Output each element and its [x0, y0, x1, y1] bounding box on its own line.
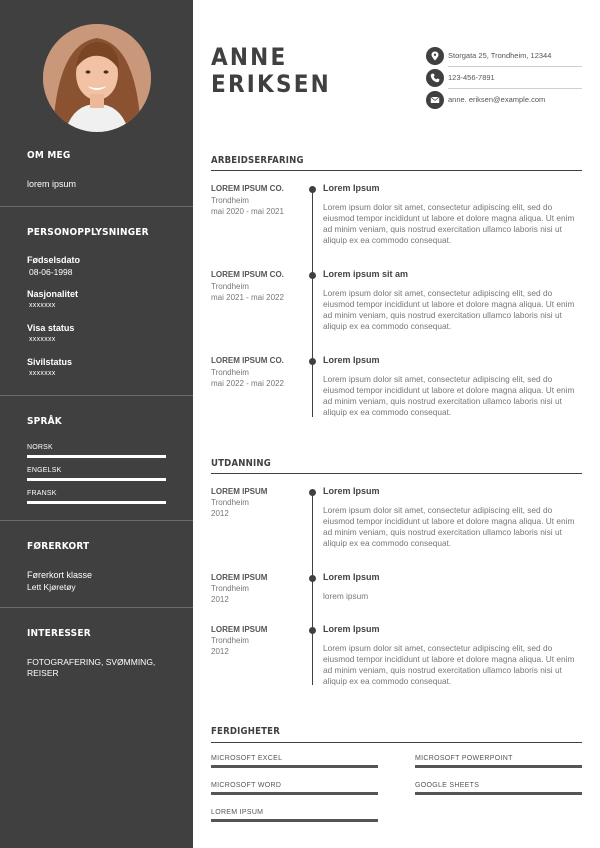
skill-level-bar — [211, 765, 378, 768]
portrait-image — [43, 24, 151, 132]
skill-level-bar — [211, 792, 378, 795]
section-rule — [211, 170, 582, 171]
language-level-bar — [27, 501, 166, 504]
experience-role: Lorem Ipsum — [323, 355, 380, 365]
timeline-dot — [309, 627, 316, 634]
experience-description: Lorem ipsum dolor sit amet, consectetur adipiscing elit, sed do eiusmod tempor incididunt ut labore et dolore magna aliqua. Ut enim ad minim veniam, quis nostrud exercitation ullamco laboris nisi ut aliquip ex ea commodo consequat. — [323, 202, 575, 245]
experience-title: ARBEIDSERFARING — [211, 155, 304, 166]
contact-divider — [448, 88, 582, 89]
nationality-label: Nasjonalitet — [27, 289, 79, 299]
license-label: Førerkort klasse — [27, 570, 93, 580]
education-description: Lorem ipsum dolor sit amet, consectetur adipiscing elit, sed do eiusmod tempor incididunt ut labore et dolore magna aliqua. Ut enim ad minim veniam, quis nostrud exercitation ullamco laboris nisi ut aliquip ex ea commodo consequat. — [323, 505, 575, 548]
skills-title: FERDIGHETER — [211, 726, 280, 737]
civil-status-label: Sivilstatus — [27, 357, 73, 367]
interests-line: REISER — [27, 668, 59, 678]
timeline-line — [312, 188, 313, 417]
education-year: 2012 — [211, 595, 229, 604]
education-title: UTDANNING — [211, 458, 271, 469]
timeline-dot — [309, 272, 316, 279]
timeline-dot — [309, 186, 316, 193]
education-degree: Lorem Ipsum — [323, 624, 380, 634]
map-pin-icon — [426, 47, 444, 65]
last-name: ERIKSEN — [211, 70, 331, 98]
skill-label: MICROSOFT WORD — [211, 782, 282, 789]
about-text: lorem ipsum — [27, 179, 77, 189]
personal-title: PERSONOPPLYSNINGER — [27, 227, 149, 238]
education-school: LOREM IPSUM — [211, 487, 268, 496]
education-city: Trondheim — [211, 636, 249, 645]
education-description: Lorem ipsum dolor sit amet, consectetur adipiscing elit, sed do eiusmod tempor incididunt ut labore et dolore magna aliqua. Ut enim ad minim veniam, quis nostrud exercitation ullamco laboris nisi ut aliquip ex ea commodo consequat. — [323, 643, 575, 686]
language-label: ENGELSK — [27, 467, 62, 474]
education-degree: Lorem Ipsum — [323, 572, 380, 582]
birthdate-value: 08-06-1998 — [29, 267, 73, 277]
skill-level-bar — [211, 819, 378, 822]
language-label: FRANSK — [27, 490, 57, 497]
full-name — [211, 44, 331, 98]
experience-period: mai 2021 - mai 2022 — [211, 293, 284, 302]
sidebar — [0, 0, 193, 848]
skill-label: MICROSOFT POWERPOINT — [415, 755, 513, 762]
education-year: 2012 — [211, 509, 229, 518]
phone-icon — [426, 69, 444, 87]
civil-status-value: xxxxxxx — [29, 370, 56, 377]
experience-company: LOREM IPSUM CO. — [211, 356, 284, 365]
skill-label: GOOGLE SHEETS — [415, 782, 480, 789]
education-city: Trondheim — [211, 498, 249, 507]
contact-address — [426, 47, 582, 67]
skill-level-bar — [415, 765, 582, 768]
experience-period: mai 2022 - mai 2022 — [211, 379, 284, 388]
languages-title: SPRÅK — [27, 416, 62, 427]
timeline-line — [312, 492, 313, 685]
experience-role: Lorem Ipsum — [323, 183, 380, 193]
license-title: FØRERKORT — [27, 541, 90, 552]
contact-phone — [426, 69, 582, 89]
visa-value: xxxxxxx — [29, 336, 56, 343]
education-school: LOREM IPSUM — [211, 625, 268, 634]
education-year: 2012 — [211, 647, 229, 656]
section-rule — [211, 473, 582, 474]
experience-company: LOREM IPSUM CO. — [211, 184, 284, 193]
sidebar-divider — [0, 520, 193, 521]
sidebar-divider — [0, 206, 193, 207]
education-city: Trondheim — [211, 584, 249, 593]
address-text: Storgata 25, Trondheim, 12344 — [448, 51, 552, 60]
education-degree: Lorem Ipsum — [323, 486, 380, 496]
license-value: Lett Kjøretøy — [27, 582, 76, 592]
language-level-bar — [27, 478, 166, 481]
interests-line: FOTOGRAFERING, SVØMMING, — [27, 657, 156, 667]
experience-description: Lorem ipsum dolor sit amet, consectetur adipiscing elit, sed do eiusmod tempor incididunt ut labore et dolore magna aliqua. Ut enim ad minim veniam, quis nostrud exercitation ullamco laboris nisi ut aliquip ex ea commodo consequat. — [323, 374, 575, 417]
sidebar-divider — [0, 395, 193, 396]
first-name: ANNE — [211, 43, 288, 71]
experience-role: Lorem ipsum sit am — [323, 269, 409, 279]
experience-description: Lorem ipsum dolor sit amet, consectetur adipiscing elit, sed do eiusmod tempor incididunt ut labore et dolore magna aliqua. Ut enim ad minim veniam, quis nostrud exercitation ullamco laboris nisi ut aliquip ex ea commodo consequat. — [323, 288, 575, 331]
language-label: NORSK — [27, 444, 53, 451]
contact-email — [426, 91, 582, 111]
experience-city: Trondheim — [211, 196, 249, 205]
language-level-bar — [27, 455, 166, 458]
experience-city: Trondheim — [211, 282, 249, 291]
experience-city: Trondheim — [211, 368, 249, 377]
experience-company: LOREM IPSUM CO. — [211, 270, 284, 279]
timeline-dot — [309, 358, 316, 365]
sidebar-divider — [0, 607, 193, 608]
timeline-dot — [309, 489, 316, 496]
birthdate-label: Fødselsdato — [27, 255, 81, 265]
email-text: anne. eriksen@example.com — [448, 95, 546, 104]
skill-label: MICROSOFT EXCEL — [211, 755, 283, 762]
phone-text: 123-456-7891 — [448, 73, 495, 82]
skill-label: LOREM IPSUM — [211, 809, 264, 816]
skill-level-bar — [415, 792, 582, 795]
education-description: lorem ipsum — [323, 591, 369, 601]
contact-divider — [448, 66, 582, 67]
profile-photo — [43, 24, 151, 132]
visa-label: Visa status — [27, 323, 75, 333]
timeline-dot — [309, 575, 316, 582]
interests-title: INTERESSER — [27, 628, 91, 639]
education-school: LOREM IPSUM — [211, 573, 268, 582]
experience-period: mai 2020 - mai 2021 — [211, 207, 284, 216]
section-rule — [211, 742, 582, 743]
nationality-value: xxxxxxx — [29, 302, 56, 309]
about-title: OM MEG — [27, 150, 71, 161]
envelope-icon — [426, 91, 444, 109]
